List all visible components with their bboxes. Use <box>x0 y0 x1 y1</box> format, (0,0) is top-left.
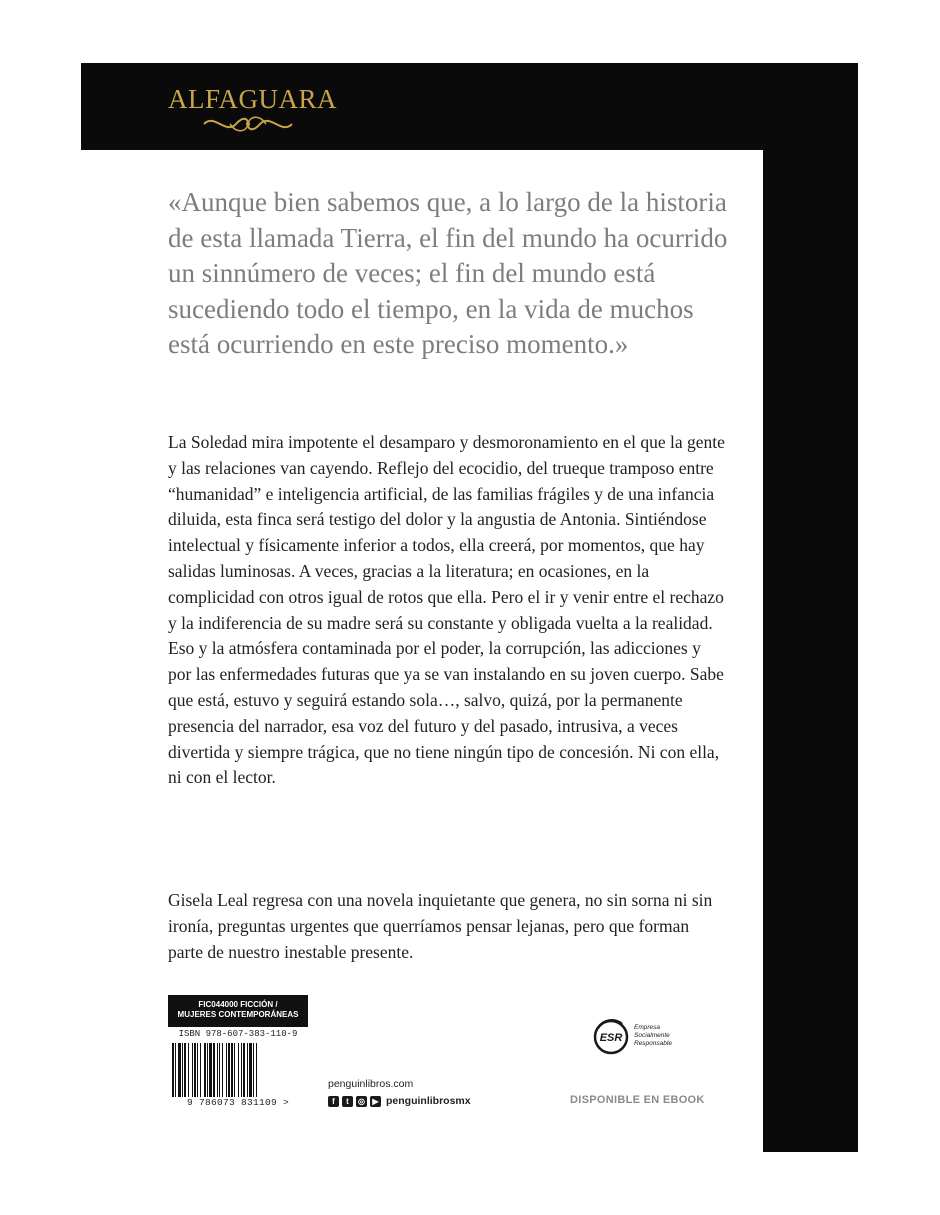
logo-swirl-icon <box>200 111 296 137</box>
barcode-bar <box>209 1043 212 1097</box>
barcode-bar <box>192 1043 193 1097</box>
bisac-category <box>168 995 308 1027</box>
barcode-bar <box>243 1043 245 1097</box>
barcode-bar <box>213 1043 215 1097</box>
esr-logo-text: ESR <box>599 1032 623 1044</box>
barcode-bar <box>219 1043 220 1097</box>
synopsis-paragraph-1: La Soledad mira impotente el desamparo y desmoronamiento en el que la gente y las relaciones van cayendo. Reflejo del ecocidio, del trueque tramposo entre “humanidad” e inteligencia artificial, de las familias frágiles y de una infancia diluida, esta finca será testigo del dolor y la angustia de Antonia. Sintiéndose intelectual y físicamente inferior a todos, ella creerá, por momentos, que hay salidas luminosas. A veces, gracias a la literatura; en ocasiones, en la complicidad con otros igual de rotos que ella. Pero el ir y venir entre el rechazo y la indiferencia de su madre será su constante y obligada vuelta a la realidad. Eso y la atmósfera contaminada por el poder, la corrupción, las adicciones y por las enfermedades futuras que ya se van instalando en su joven cuerpo. Sabe que está, estuvo y seguirá estando sola…, salvo, quizá, por la permanente presencia del narrador, esa voz del futuro y del pasado, intrusiva, a veces divertida y siempre trágica, que no tiene ningún tipo de concesión. Ni con ella, ni con el lector. <box>168 432 725 788</box>
publisher-logo-text: ALFAGUARA <box>168 84 338 114</box>
esr-logo-icon <box>592 1018 630 1056</box>
barcode-bar <box>207 1043 208 1097</box>
barcode-bar <box>188 1043 189 1097</box>
barcode-bar <box>228 1043 230 1097</box>
barcode-bars <box>170 1043 306 1097</box>
social-handle[interactable]: penguinlibrosmx <box>386 1095 471 1107</box>
youtube-icon[interactable]: ▶ <box>370 1096 381 1107</box>
barcode-bar <box>182 1043 183 1097</box>
esr-badge <box>592 1018 702 1058</box>
ebook-availability: DISPONIBLE EN EBOOK <box>570 1094 705 1106</box>
barcode-bar <box>241 1043 242 1097</box>
esr-caption <box>634 1024 672 1048</box>
right-black-band <box>763 63 858 1152</box>
barcode-bar <box>194 1043 196 1097</box>
barcode-bar <box>172 1043 174 1097</box>
synopsis-paragraph-2: Gisela Leal regresa con una novela inquietante que genera, no sin sorna ni sin ironía, preguntas urgentes que querríamos pensar lejanas, pero que forman parte de nuestro inestable presente. <box>168 890 713 962</box>
social-links <box>328 1094 471 1108</box>
esr-line-2: Socialmente <box>634 1032 670 1039</box>
esr-line-1: Empresa <box>634 1024 661 1031</box>
twitter-icon[interactable]: t <box>342 1096 353 1107</box>
barcode-bar <box>231 1043 233 1097</box>
barcode-block <box>168 995 308 1112</box>
website-link[interactable]: penguinlibros.com <box>328 1078 414 1090</box>
barcode-bar <box>197 1043 198 1097</box>
pull-quote: «Aunque bien sabemos que, a lo largo de la historia de esta llamada Tierra, el fin del mundo ha ocurrido un sinnúmero de veces; el fin del mundo está sucediendo todo el tiempo, en la vida de muchos está ocurriendo en este preciso momento.» <box>168 187 728 360</box>
barcode-bar <box>234 1043 235 1097</box>
barcode-bar <box>247 1043 248 1097</box>
barcode-bar <box>222 1043 223 1097</box>
barcode-bar <box>175 1043 176 1097</box>
publisher-logo <box>168 84 338 138</box>
isbn-text: ISBN 978-607-383-110-9 <box>178 1029 298 1039</box>
barcode-bar <box>253 1043 254 1097</box>
barcode-bar <box>249 1043 252 1097</box>
bisac-line-2: MUJERES CONTEMPORÁNEAS <box>177 1010 299 1019</box>
bisac-line-1: FIC044000 FICCIÓN / <box>198 1000 278 1009</box>
instagram-icon[interactable]: ◎ <box>356 1096 367 1107</box>
barcode-digits: 9 786073 831109 > <box>186 1097 289 1108</box>
barcode-bar <box>204 1043 206 1097</box>
esr-line-3: Responsable <box>634 1040 672 1047</box>
barcode-bar <box>184 1043 186 1097</box>
facebook-icon[interactable]: f <box>328 1096 339 1107</box>
barcode-bar <box>178 1043 181 1097</box>
barcode-bar <box>200 1043 201 1097</box>
barcode-bar <box>256 1043 257 1097</box>
barcode-bar <box>226 1043 227 1097</box>
barcode-bar <box>238 1043 239 1097</box>
barcode-bar <box>217 1043 218 1097</box>
